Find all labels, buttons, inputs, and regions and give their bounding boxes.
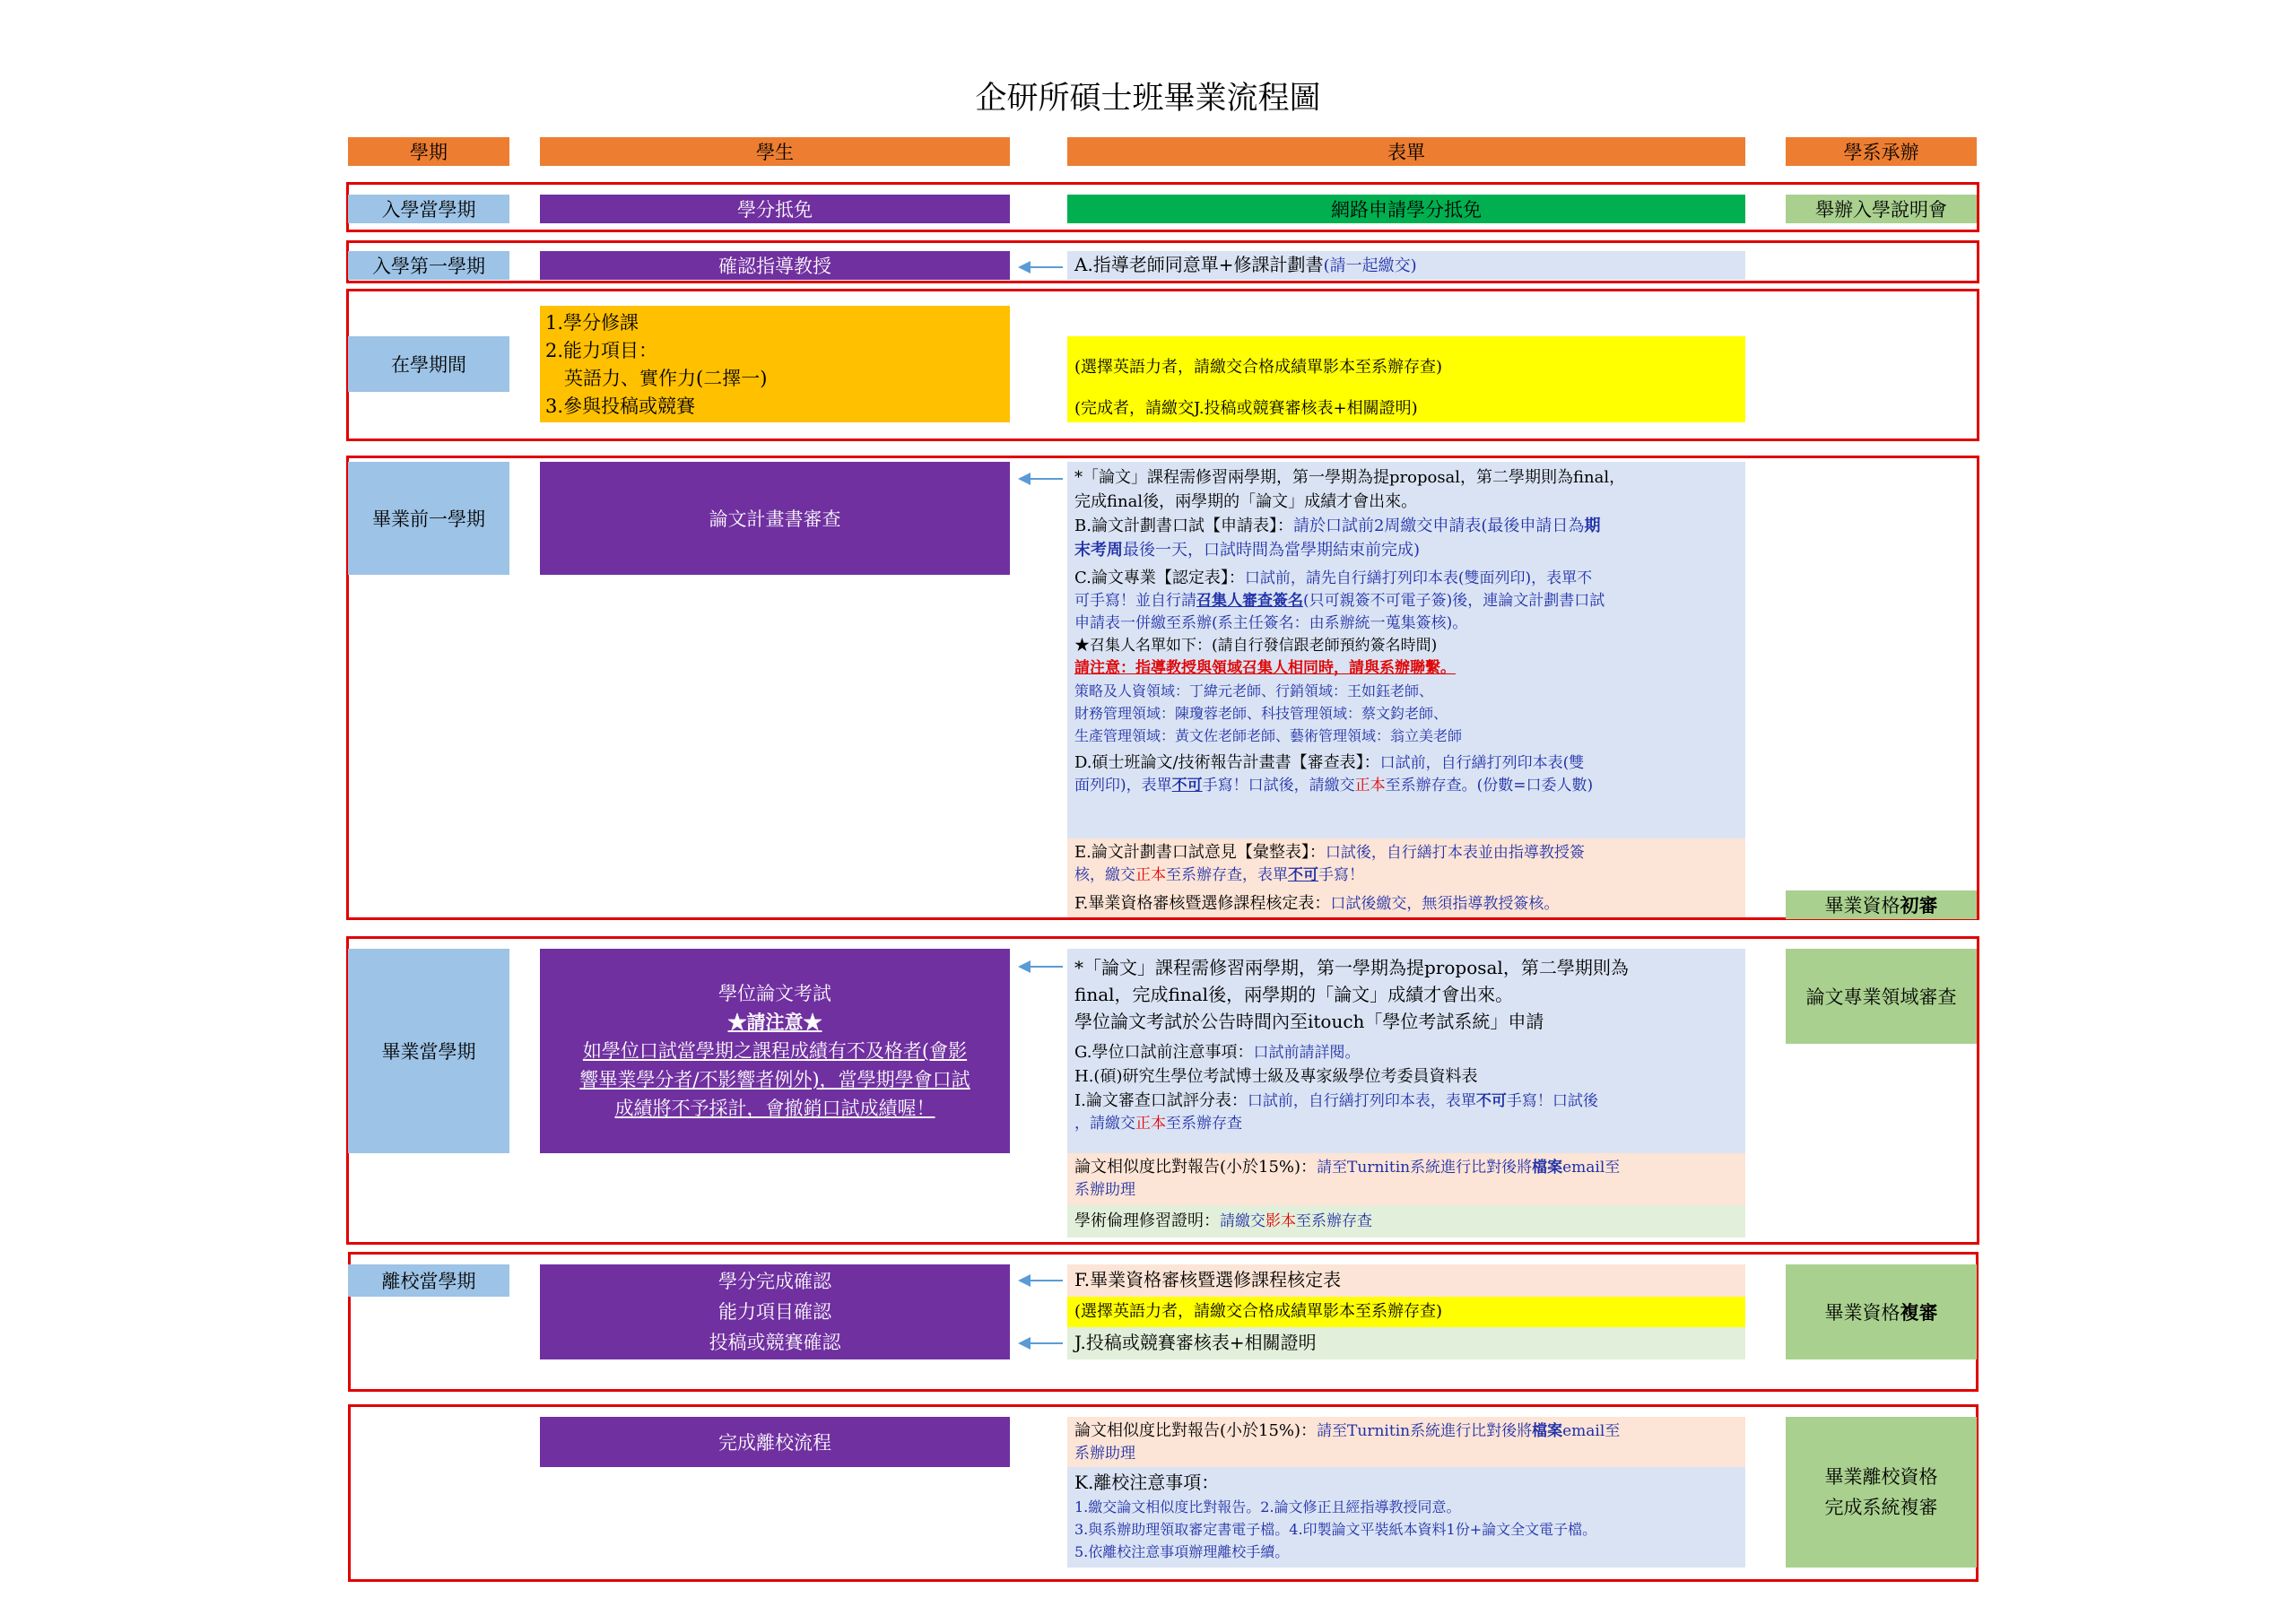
degree-course-note-1: *「論文」課程需修習兩學期，第一學期為提proposal，第二學期則為 xyxy=(1074,957,1629,978)
left-arrow-icon xyxy=(1020,478,1063,480)
form-i-desc-2: 手寫！口試後 xyxy=(1506,1092,1598,1110)
form-c-convener: 召集人審查簽名 xyxy=(1196,592,1303,610)
similarity-desc-3: 系辦助理 xyxy=(1074,1181,1135,1199)
semester-before-graduation: 畢業前一學期 xyxy=(348,462,509,575)
semester-first: 入學第一學期 xyxy=(348,251,509,280)
check-credits: 學分完成確認 xyxy=(718,1271,831,1292)
header-student: 學生 xyxy=(540,137,1010,166)
form-k-item-1: 1.繳交論文相似度比對報告。2.論文修正且經指導教授同意。 xyxy=(1074,1498,1461,1515)
convener-list-1: 策略及人資領域：丁緯元老師、行銷領域：王如鈺老師、 xyxy=(1074,682,1434,699)
degree-exam-warning-2: 響畢業學分者/不影響者例外)，當學期學會口試 xyxy=(579,1069,970,1090)
convener-list-title: ★召集人名單如下：(請自行發信跟老師預約簽名時間) xyxy=(1074,637,1438,655)
form-e-label: E.論文計劃書口試意見【彙整表】： xyxy=(1074,843,1326,862)
thesis-course-note-1: *「論文」課程需修習兩學期，第一學期為提proposal，第二學期則為final， xyxy=(1074,468,1626,487)
form-d-desc-1: 口試前，自行繕打列印本表(雙 xyxy=(1379,754,1585,772)
form-c-desc-4: 申請表一併繳至系辦(系主任簽名：由系辦統一蒐集簽核)。 xyxy=(1074,614,1468,632)
semester-during: 在學期間 xyxy=(348,336,509,392)
form-f-label: F.畢業資格審核暨選修課程核定表： xyxy=(1074,894,1331,913)
form-b-bold-1: 期 xyxy=(1584,517,1601,535)
dept-final-review xyxy=(1786,1264,1977,1359)
requirement-1: 1.學分修課 xyxy=(545,312,639,334)
left-arrow-icon xyxy=(1020,1342,1063,1344)
form-e-block xyxy=(1067,838,1745,890)
form-b-bold-2: 末考周 xyxy=(1074,541,1123,560)
dept-final-review-bold: 複審 xyxy=(1900,1301,1938,1324)
form-advisor-consent xyxy=(1067,251,1745,280)
form-d-desc-3: 手寫！口試後，請繳交 xyxy=(1202,777,1355,795)
form-g-desc: 口試前請詳閱。 xyxy=(1253,1044,1361,1062)
form-i-label: I.論文審查口試評分表： xyxy=(1074,1091,1248,1110)
similarity-final-file: 檔案 xyxy=(1532,1422,1563,1440)
form-online-credit-waiver: 網路申請學分抵免 xyxy=(1067,195,1745,223)
ethics-copy: 影本 xyxy=(1265,1212,1296,1230)
check-abilities: 能力項目確認 xyxy=(718,1301,831,1323)
form-e-desc-3: 至系辦存查，表單 xyxy=(1166,866,1288,884)
degree-course-note-2: final，完成final後，兩學期的「論文」成績才會出來。 xyxy=(1074,984,1514,1005)
form-b-label: B.論文計劃書口試【申請表】： xyxy=(1074,517,1293,535)
similarity-desc-1: 請至Turnitin系統進行比對後將 xyxy=(1317,1159,1533,1177)
convener-list-3: 生產管理領域：黃文佐老師老師、藝術管理領域：翁立美老師 xyxy=(1074,727,1463,744)
form-c-desc-2: 可手寫！並自行請 xyxy=(1074,592,1196,610)
form-requirements-note xyxy=(1067,336,1745,422)
dept-initial-review xyxy=(1786,890,1977,919)
form-similarity-final xyxy=(1067,1417,1745,1467)
thesis-course-note-2: 完成final後，兩學期的「論文」成績才會出來。 xyxy=(1074,492,1418,511)
degree-exam-title: 學位論文考試 xyxy=(718,983,831,1004)
student-credit-waiver: 學分抵免 xyxy=(540,195,1010,223)
semester-enrollment: 入學當學期 xyxy=(348,195,509,223)
dept-initial-review-bold: 初審 xyxy=(1900,894,1938,916)
check-competition: 投稿或競賽確認 xyxy=(709,1332,841,1353)
similarity-desc-2: email至 xyxy=(1562,1159,1621,1177)
form-c-label: C.論文專業【認定表】： xyxy=(1074,569,1245,587)
form-e-desc-4: 手寫！ xyxy=(1318,866,1364,884)
student-complete-leaving: 完成離校流程 xyxy=(540,1417,1010,1467)
form-f-final: F.畢業資格審核暨選修課程核定表 xyxy=(1067,1264,1745,1297)
convener-list-2: 財務管理領域：陳瓊蓉老師、科技管理領域：蔡文鈞老師、 xyxy=(1074,705,1448,722)
form-d-desc-2: 面列印)，表單 xyxy=(1074,777,1172,795)
form-h-label: H.(碩)研究生學位考試博士級及專家級學位考委員資料表 xyxy=(1074,1067,1478,1086)
similarity-final-label: 論文相似度比對報告(小於15%)： xyxy=(1074,1421,1318,1440)
form-d-original: 正本 xyxy=(1354,777,1386,795)
form-k-item-2: 3.與系辦助理領取審定書電子檔。4.印製論文平裝紙本資料1份+論文全文電子檔。 xyxy=(1074,1521,1597,1538)
student-proposal-review: 論文計畫書審查 xyxy=(540,462,1010,575)
dept-thesis-review: 論文專業領域審查 xyxy=(1786,949,1977,1044)
dept-final-review-label: 畢業資格 xyxy=(1824,1302,1900,1324)
english-note: (選擇英語力者，請繳交合格成績單影本至系辦存查) xyxy=(1074,358,1443,377)
similarity-final-desc-3: 系辦助理 xyxy=(1074,1445,1135,1463)
form-c-desc-1: 口試前，請先自行繕打列印本表(雙面列印)，表單不 xyxy=(1244,569,1593,587)
form-advisor-consent-label: A.指導老師同意單+修課計劃書 xyxy=(1074,254,1324,275)
student-final-checks xyxy=(540,1264,1010,1359)
ethics-desc-1: 請繳交 xyxy=(1220,1212,1265,1230)
form-advisor-consent-note: (請一起繳交) xyxy=(1323,256,1417,275)
form-k-item-3: 5.依離校注意事項辦理離校手續。 xyxy=(1074,1543,1290,1560)
left-arrow-icon xyxy=(1020,966,1063,968)
requirement-2: 2.能力項目： xyxy=(545,340,658,361)
form-j-final: J.投稿或競賽審核表+相關證明 xyxy=(1067,1327,1745,1359)
dept-leaving-review-1: 畢業離校資格 xyxy=(1824,1466,1938,1488)
form-d-not: 不可 xyxy=(1171,777,1203,795)
student-degree-exam xyxy=(540,949,1010,1153)
left-arrow-icon xyxy=(1020,1280,1063,1281)
similarity-final-desc-1: 請至Turnitin系統進行比對後將 xyxy=(1317,1422,1533,1440)
student-requirements xyxy=(540,306,1010,422)
dept-leaving-review xyxy=(1786,1417,1977,1568)
left-arrow-icon xyxy=(1020,266,1063,268)
header-department: 學系承辦 xyxy=(1786,137,1977,166)
form-e-original: 正本 xyxy=(1135,866,1166,884)
header-form: 表單 xyxy=(1067,137,1745,166)
form-c-desc-3: (只可親簽不可電子簽)後，連論文計劃書口試 xyxy=(1303,592,1605,610)
competition-note: (完成者，請繳交J.投稿或競賽審核表+相關證明) xyxy=(1074,399,1418,418)
form-b-desc: 請於口試前2周繳交申請表(最後申請日為 xyxy=(1292,517,1585,535)
degree-exam-notice: ★請注意★ xyxy=(727,1011,822,1033)
student-confirm-advisor: 確認指導教授 xyxy=(540,251,1010,280)
dept-leaving-review-2: 完成系統複審 xyxy=(1824,1497,1938,1518)
form-e-desc-2: 核，繳交 xyxy=(1074,866,1135,884)
page-title: 企研所碩士班畢業流程圖 xyxy=(975,81,1321,117)
dept-orientation: 舉辦入學說明會 xyxy=(1786,195,1977,223)
dept-initial-review-label: 畢業資格 xyxy=(1824,895,1900,916)
form-i-original: 正本 xyxy=(1135,1115,1166,1133)
header-semester: 學期 xyxy=(348,137,509,166)
requirement-2-detail: 英語力、實作力(二擇一) xyxy=(545,368,768,389)
form-e-not: 不可 xyxy=(1288,866,1318,884)
convener-warning: 請注意：指導教授與領域召集人相同時，請與系辦聯繫。 xyxy=(1074,659,1456,677)
form-degree-block xyxy=(1067,949,1745,1153)
form-ethics-block xyxy=(1067,1205,1745,1238)
form-similarity-block xyxy=(1067,1153,1745,1205)
degree-exam-warning-1: 如學位口試當學期之課程成績有不及格者(會影 xyxy=(582,1040,968,1062)
form-k-block xyxy=(1067,1467,1745,1568)
form-b-desc-2: 最後一天，口試時間為當學期結束前完成) xyxy=(1123,541,1421,560)
form-d-label: D.碩士班論文/技術報告計畫書【審查表】： xyxy=(1074,753,1380,772)
form-i-desc-1: 口試前，自行繕打列印本表，表單 xyxy=(1247,1092,1476,1110)
form-i-desc-4: 至系辦存查 xyxy=(1166,1115,1242,1133)
requirement-3: 3.參與投稿或競賽 xyxy=(545,395,696,417)
ethics-desc-2: 至系辦存查 xyxy=(1296,1212,1372,1230)
form-f-block xyxy=(1067,890,1745,917)
form-i-desc-3: ，請繳交 xyxy=(1074,1115,1135,1133)
form-e-desc-1: 口試後，自行繕打本表並由指導教授簽 xyxy=(1325,844,1585,862)
degree-exam-warning-3: 成績將不予採計，會撤銷口試成績喔！ xyxy=(614,1098,935,1119)
form-english-final: (選擇英語力者，請繳交合格成績單影本至系辦存查) xyxy=(1067,1297,1745,1327)
form-i-not: 不可 xyxy=(1475,1092,1507,1110)
form-g-label: G.學位口試前注意事項： xyxy=(1074,1043,1254,1062)
similarity-file: 檔案 xyxy=(1532,1159,1563,1177)
semester-graduation: 畢業當學期 xyxy=(348,949,509,1153)
semester-leaving: 離校當學期 xyxy=(348,1264,509,1297)
degree-apply-note: 學位論文考試於公告時間內至itouch「學位考試系統」申請 xyxy=(1074,1011,1544,1032)
form-proposal-block xyxy=(1067,462,1745,838)
form-k-label: K.離校注意事項： xyxy=(1074,1472,1220,1493)
similarity-label: 論文相似度比對報告(小於15%)： xyxy=(1074,1158,1318,1177)
ethics-label: 學術倫理修習證明： xyxy=(1074,1211,1220,1230)
form-f-desc: 口試後繳交，無須指導教授簽核。 xyxy=(1330,895,1560,913)
similarity-final-desc-2: email至 xyxy=(1562,1422,1621,1440)
form-d-desc-4: 至系辦存查。(份數=口委人數) xyxy=(1385,777,1594,795)
